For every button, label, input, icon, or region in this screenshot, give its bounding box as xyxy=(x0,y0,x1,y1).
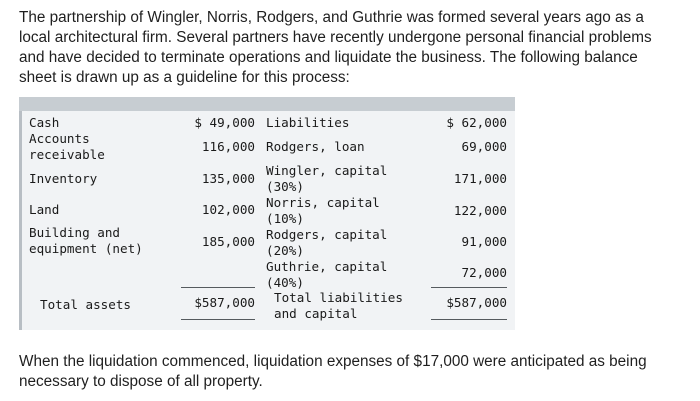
liability-value-rodgers-loan: 69,000 xyxy=(461,139,507,154)
asset-value-inventory: 135,000 xyxy=(201,171,255,186)
liability-value-liabilities: $ 62,000 xyxy=(446,115,507,130)
asset-value-cash: $ 49,000 xyxy=(194,115,255,130)
asset-value-building-equipment: 185,000 xyxy=(201,234,255,249)
asset-label-cash: Cash xyxy=(29,115,60,130)
total-assets-label: Total assets xyxy=(40,297,131,312)
asset-label-accounts-receivable: Accounts receivable xyxy=(29,131,105,162)
liabilities-total-rule xyxy=(431,319,507,320)
capital-label-rodgers: Rodgers, capital (20%) xyxy=(266,227,388,258)
capital-label-guthrie: Guthrie, capital (40%) xyxy=(266,259,388,290)
asset-value-land: 102,000 xyxy=(201,202,255,217)
balance-sheet xyxy=(19,97,515,330)
liabilities-subtotal-rule xyxy=(431,287,507,288)
total-liabilities-value: $587,000 xyxy=(446,295,507,310)
capital-value-norris: 122,000 xyxy=(453,203,507,218)
capital-label-norris: Norris, capital (10%) xyxy=(266,195,380,226)
assets-subtotal-rule xyxy=(181,287,255,288)
liability-label-liabilities: Liabilities xyxy=(266,115,350,130)
capital-value-guthrie: 72,000 xyxy=(461,265,507,280)
problem-intro: The partnership of Wingler, Norris, Rodgers, and Guthrie was formed several years ago as a local architectural firm. Several partners have recently undergone personal financial problems and have decided to terminate operations and liquidate the business. The following balance sheet is drawn up as a guideline for this process: xyxy=(19,9,652,86)
table-left-rule xyxy=(19,111,22,330)
asset-label-building-equipment: Building and equipment (net) xyxy=(29,225,143,256)
table-header-bar xyxy=(19,97,515,111)
capital-value-wingler: 171,000 xyxy=(453,171,507,186)
capital-value-rodgers: 91,000 xyxy=(461,234,507,249)
asset-label-inventory: Inventory xyxy=(29,171,98,186)
asset-label-land: Land xyxy=(29,202,60,217)
assets-total-rule xyxy=(181,319,255,320)
total-assets-value: $587,000 xyxy=(194,295,255,310)
asset-value-accounts-receivable: 116,000 xyxy=(201,139,255,154)
total-liabilities-label: Total liabilities and capital xyxy=(274,290,403,321)
liability-label-rodgers-loan: Rodgers, loan xyxy=(266,139,365,154)
capital-label-wingler: Wingler, capital (30%) xyxy=(266,163,388,194)
problem-followup: When the liquidation commenced, liquidation expenses of $17,000 were anticipated as being necessary to dispose of all property. xyxy=(19,353,647,390)
